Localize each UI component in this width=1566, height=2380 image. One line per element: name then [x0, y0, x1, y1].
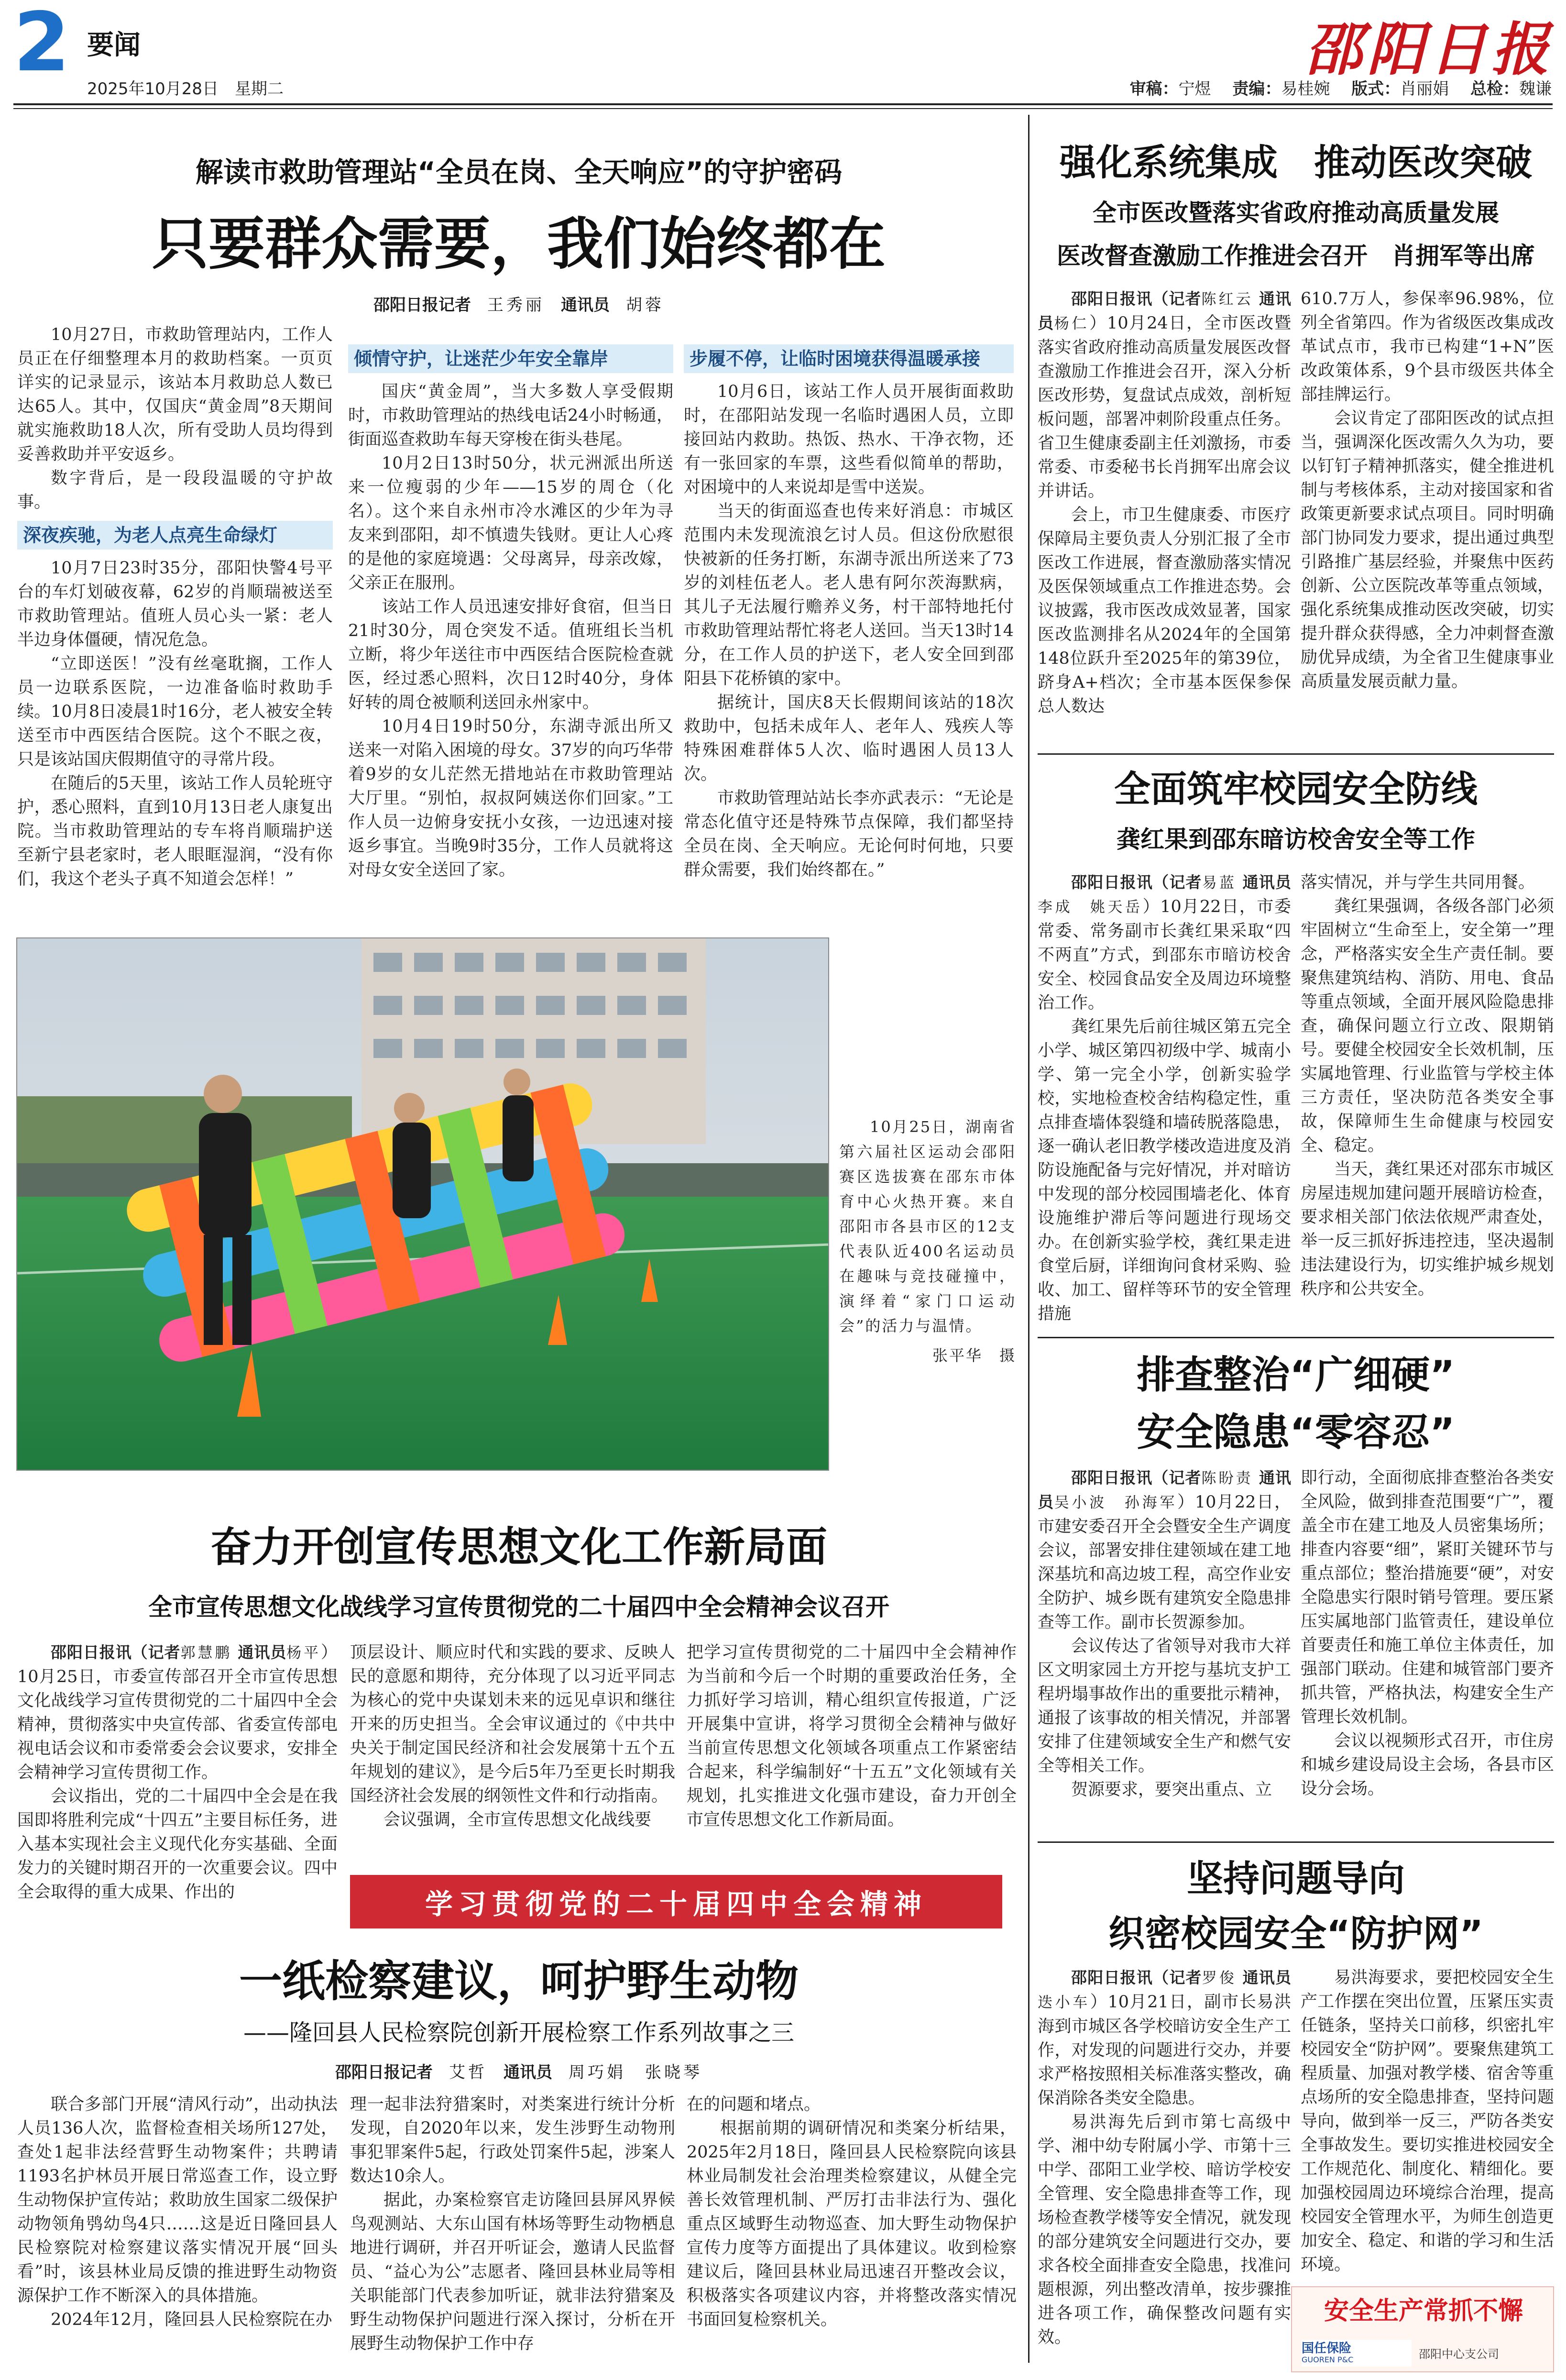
- b2-subtitle: 龚红果到邵东暗访校舍安全等工作: [1117, 826, 1475, 853]
- a2-theme-banner: [350, 1875, 1002, 1928]
- a1-column-1: [17, 323, 333, 902]
- paragraph: 理一起非法狩猎案时，对类案进行统计分析发现，自2020年以来，发生涉野生动物刑事犯罪案件5起，行政处罚案件5起，涉案人数达10余人。: [350, 2095, 675, 2186]
- paragraph: 会议强调，全市宣传思想文化战线要: [383, 1810, 652, 1829]
- ad-brand: 国任保险: [1302, 2341, 1352, 2356]
- a1-subhead-2: 倾情守护，让迷茫少年安全靠岸: [348, 344, 673, 373]
- a3-subtitle: ——隆回县人民检察院创新开展检察工作系列故事之三: [243, 2019, 794, 2046]
- a1-column-2: [348, 344, 673, 902]
- byline-label: 通讯员: [238, 1643, 287, 1662]
- byline-label: 通讯员: [1242, 873, 1291, 892]
- paragraph: 当天的街面巡查也传来好消息：市城区范围内未发现流浪乞讨人员。但这份欣慰很快被新的任务打断，东湖寺派出所送来了73岁的刘桂伍老人。老人患有阿尔茨海默病，其儿子无法履行赡养义务，村干部特地托付市救助管理站帮忙将老人送回。当天13时14分，在工作人员的护送下，老人安全回到邵阳县下花桥镇的家中。: [684, 502, 1014, 688]
- article-text: ）10月22日，市建安委召开全会暨安全生产调度会议，部署安排住建领域在建工地深基坑和高边坡工程，高空作业安全防护、城乡既有建筑安全隐患排查等工作。副市长贺源参加。: [1038, 1493, 1291, 1632]
- paragraph: 在随后的5天里，该站工作人员轮班守护，悉心照料，直到10月13日老人康复出院。当市救助管理站的专车将肖顺瑞护送至新宁县老家时，老人眼眶湿润，“没有你们，我这个老头子真不知道会怎样！”: [17, 774, 333, 889]
- paragraph: 会议传达了省领导对我市大祥区文明家园土方开挖与基坑支护工程坍塌事故作出的重要批示精神，通报了该事故的相关情况，并部署安排了住建领域安全生产和燃气安全等相关工作。: [1038, 1637, 1291, 1775]
- column-divider: [1028, 115, 1029, 2363]
- byline-name: 陈红云: [1201, 291, 1253, 308]
- editor-label: 责编：: [1232, 79, 1281, 99]
- byline-name: 杨仁: [1054, 315, 1090, 332]
- article-text: ）10月24日，全市医改暨落实省政府推动高质量发展医改督查激励工作推进会召开，深入分析医改形势，复盘试点成效，剖析短板问题，部署冲刺阶段重点任务。省卫生健康委副主任刘激扬，市委常委、市委秘书长肖拥军出席会议并讲话。: [1038, 314, 1291, 501]
- paragraph: “立即送医！”没有丝毫耽搁，工作人员一边联系医院，一边准备临时救助手续。10月8日凌晨1时16分，老人被安全转送至市中西医结合医院。这个不眠之夜，只是该站国庆假期值守的寻常片段。: [17, 654, 333, 769]
- b1-subtitle-2: 医改督查激励工作推进会召开 肖拥军等出席: [1057, 242, 1535, 270]
- a3-byline: [19, 2059, 1018, 2082]
- paragraph: 会议指出，党的二十届四中全会是在我国即将胜利完成“十四五”主要目标任务，进入基本实现社会主义现代化夯实基础、全面发力的关键时期召开的一次重要会议。四中全会取得的重大成果、作出的: [17, 1787, 338, 1902]
- a2-column-3: [687, 1641, 1017, 1870]
- paragraph: 该站工作人员迅速安排好食宿，但当日21时30分，周仓突发不适。值班组长当机立断，将少年送往市中西医结合医院检查就医，经过悉心照料，次日12时40分，身体好转的周仓被顺利送回永州家中。: [348, 597, 673, 712]
- news-photo: [16, 937, 829, 1471]
- b2-column-1: [1038, 870, 1291, 1325]
- paragraph: 根据前期的调研情况和类案分析结果，2025年2月18日，隆回县人民检察院向该县林业局制发社会治理类检察建议，从健全完善长效管理机制、严厉打击非法行为、强化重点区域野生动物巡查、加大野生动物保护宣传力度等方面提出了具体建议。收到检察建议后，隆回县林业局迅速召开整改会议，积极落实各项建议内容，并将整改落实情况书面回复检察机关。: [687, 2119, 1017, 2329]
- date-text: 2025年10月28日: [87, 79, 219, 99]
- b4-title-line-2: 织密校园安全“防护网”: [1108, 1912, 1483, 1955]
- paragraph: 10月4日19时50分，东湖寺派出所又送来一对陷入困境的母女。37岁的向巧华带着9岁的女儿茫然无措地站在市救助管理站大厅里。“别怕，叔叔阿姨送你们回家。”工作人员一边俯身安抚小女孩，一边迅速对接返乡事宜。当晚9时35分，工作人员就将这对母女安全送回了家。: [348, 717, 673, 880]
- byline-name: 吴小波 孙海军: [1054, 1494, 1178, 1511]
- byline-name: 易蓝: [1202, 874, 1237, 892]
- editor-name: 魏谦: [1519, 79, 1552, 99]
- paragraph: 落实情况，并与学生共同用餐。: [1301, 873, 1535, 892]
- a1-subhead-1: 深夜疾驰，为老人点亮生命绿灯: [17, 521, 333, 550]
- byline-name: 李成 姚天岳: [1038, 899, 1143, 916]
- b4-column-2: [1301, 1966, 1554, 2277]
- paragraph: 610.7万人，参保率96.98%，位列全省第四。作为省级医改集成改革试点市，我市已构建“1+N”医改政策体系，9个县市级医共体全部挂牌运行。: [1301, 289, 1554, 404]
- a2-column-2: [350, 1641, 675, 1870]
- editor-credits: [1130, 76, 1552, 99]
- section-rule: [1038, 1337, 1554, 1338]
- paragraph: 10月2日13时50分，状元洲派出所送来一位瘦弱的少年——15岁的周仓（化名）。这个来自永州市冷水滩区的少年为寻友来到邵阳，却不慎遗失钱财。更让人心疼的是他的家庭境遇：父母离异，母亲改嫁，父亲正在服刑。: [348, 454, 673, 593]
- a2-title: 奋力开创宣传思想文化工作新局面: [210, 1523, 827, 1571]
- byline-name: 迭小车: [1038, 1994, 1090, 2011]
- byline-label: 通讯员: [1242, 1968, 1291, 1987]
- paragraph: 据统计，国庆8天长假期间该站的18次救助中，包括未成年人、老年人、残疾人等特殊困难群体5人次、临时遇困人员13人次。: [684, 693, 1014, 784]
- b3-column-1: [1038, 1466, 1291, 1829]
- paragraph: 据此，办案检察官走访隆回县屏风界候鸟观测站、大东山国有林场等野生动物栖息地进行调研，并召开听证会，邀请人民监督员、“益心为公”志愿者、隆回县林业局等相关职能部门代表参加听证，就非法狩猎案及野生动物保护问题进行深入探讨，分析在开展野生动物保护工作中存: [350, 2191, 675, 2353]
- ad-slogan: 安全生产常抓不懈: [1324, 2297, 1523, 2325]
- paragraph: 即行动，全面彻底排查整治各类安全风险，做到排查范围要“广”，覆盖全市在建工地及人员密集场所；排查内容要“细”，紧盯关键环节与重点部位；整治措施要“硬”，对安全隐患实行限时销号管理。要压紧压实属地部门监管责任，建设单位首要责任和施工单位主体责任，加强部门联动。住建和城管部门要齐抓共管，严格执法，构建安全生产管理长效机制。: [1301, 1468, 1554, 1727]
- byline-label: 通讯员: [561, 296, 610, 315]
- b4-column-1: [1038, 1966, 1291, 2372]
- byline-label: 邵阳日报讯（记者: [51, 1643, 181, 1662]
- a1-subhead-3: 步履不停，让临时困境获得温暖承接: [684, 344, 1014, 373]
- b4-title-line-1: 坚持问题导向: [1187, 1857, 1405, 1900]
- editor-name: 宁煜: [1178, 79, 1211, 99]
- a3-column-3: [687, 2093, 1017, 2370]
- paragraph: 10月6日，该站工作人员开展街面救助时，在邵阳站发现一名临时遇困人员，立即接回站内救助。热饭、热水、干净衣物，还有一张回家的车票，这些看似简单的帮助，对困境中的人来说却是雪中送炭。: [684, 382, 1014, 497]
- editor-name: 易桂婉: [1281, 79, 1330, 99]
- paragraph: 市救助管理站站长李亦武表示：“无论是常态化值守还是特殊节点保障，我们都坚持全员在岗、全天响应。无论何时何地，只要群众需要，我们始终都在。”: [684, 789, 1014, 880]
- paragraph: 把学习宣传贯彻党的二十届四中全会精神作为当前和今后一个时期的重要政治任务，全力抓好学习培训，精心组织宣传报道，广泛开展集中宣讲，将学习贯彻全会精神与做好当前宣传思想文化领域各项重点工作紧密结合起来，科学编制好“十五五”文化领域有关规划，扎实推进文化强市建设，奋力开创全市宣传思想文化工作新局面。: [687, 1643, 1017, 1829]
- page-number: 2: [13, 0, 70, 90]
- byline-label: 邵阳日报讯（记者: [1071, 289, 1202, 308]
- paper-name: 邵阳日报: [1305, 17, 1554, 83]
- a2-column-1: [17, 1641, 338, 1908]
- byline-label: 邵阳日报讯（记者: [1071, 1468, 1202, 1487]
- byline-label: 通讯员: [504, 2063, 552, 2082]
- byline-name: 胡蓉: [626, 296, 664, 315]
- paragraph: 2024年12月，隆回县人民检察院在办: [51, 2310, 332, 2329]
- editor-label: 版式：: [1351, 79, 1401, 99]
- paragraph: 会议肯定了邵阳医改的试点担当，强调深化医改需久久为功，要以钉钉子精神抓落实，健全推进机制与考核体系，主动对接国家和省政策更新要求试点项目。同时明确部门协同发力要求，提出通过典型引路推广基层经验，并聚焦中医药创新、公立医院改革等重点领域，强化系统集成推动医改突破，切实提升群众获得感，全力冲刺督查激励优异成绩，为全省卫生健康事业高质量发展贡献力量。: [1301, 409, 1554, 691]
- article-text: ）10月21日，副市长易洪海到市城区各学校暗访安全生产工作，对发现的问题进行交办，并要求严格按照相关标准落实整改，确保消除各类安全隐患。: [1038, 1993, 1291, 2108]
- paragraph: 10月27日，市救助管理站内，工作人员正在仔细整理本月的救助档案。一页页详实的记录显示，该站本月救助总人数已达65人。其中，仅国庆“黄金周”8天期间就实施救助18人次，所有受助人员均得到妥善救助并平安返乡。: [17, 325, 333, 464]
- paragraph: 当天，龚红果还对邵东市城区房屋违规加建问题开展暗访检查，要求相关部门依法依规严肃查处，举一反三抓好拆违控违，坚决遏制违法建设行为，切实维护城乡规划秩序和公共安全。: [1301, 1160, 1554, 1299]
- caption-text: 10月25日，湖南省第六届社区运动会邵阳赛区选拔赛在邵东市体育中心火热开赛。来自邵阳市各县市区的12支代表队近400名运动员在趣味与竞技碰撞中，演绎着“家门口运动会”的活力与温情。: [839, 1118, 1016, 1335]
- byline-name: 周巧娟 张晓琴: [569, 2063, 702, 2082]
- a1-column-3: [684, 344, 1014, 902]
- paragraph: 贺源要求，要突出重点、立: [1071, 1780, 1272, 1799]
- byline-label: 通讯员: [1038, 289, 1291, 332]
- paragraph: 会上，市卫生健康委、市医疗保障局主要负责人分别汇报了全市医改工作进展，督查激励落实情况及医保领域重点工作推进态势。会议披露，我市医改成效显著，国家医改监测排名从2024年的全国第148位跃升至2025年的第39位，跻身A+档次；全市基本医保参保总人数达: [1038, 506, 1291, 716]
- paragraph: 在的问题和堵点。: [687, 2095, 821, 2114]
- a2-subtitle: 全市宣传思想文化战线学习宣传贯彻党的二十届四中全会精神会议召开: [148, 1593, 889, 1621]
- article-text: ）10月22日，市委常委、常务副市长龚红果采取“四不两直”方式，到邵东市暗访校舍安全、校园食品安全及周边环境整治工作。: [1038, 897, 1291, 1013]
- a3-title: 一纸检察建议，呵护野生动物: [239, 1956, 799, 2006]
- masthead-rule-thin: [13, 108, 1553, 109]
- photo-credit: 张平华 摄: [932, 1346, 1016, 1365]
- byline-name: 杨平: [286, 1644, 321, 1662]
- safety-ad: [1291, 2286, 1554, 2372]
- byline-label: 邵阳日报讯（记者: [1071, 873, 1202, 892]
- b3-column-2: [1301, 1466, 1554, 1829]
- b1-title: 强化系统集成 推动医改突破: [1060, 141, 1532, 184]
- paragraph: 会议以视频形式召开，市住房和城乡建设局设主会场，各县市区设分会场。: [1301, 1731, 1554, 1798]
- paragraph: 易洪海要求，要把校园安全生产工作摆在突出位置，压紧压实责任链条，坚持关口前移，织密扎牢校园安全“防护网”。要聚焦建筑工程质量、加强对教学楼、宿舍等重点场所的安全隐患排查，坚持问题导向，做到举一反三，严防各类安全事故发生。要切实推进校园安全工作规范化、制度化、精细化。要加强校园周边环境综合治理，提高校园安全管理水平，为师生创造更加安全、稳定、和谐的学习和生活环境。: [1301, 1968, 1554, 2274]
- section-rule: [1038, 1841, 1554, 1843]
- paragraph: 数字背后，是一段段温暖的守护故事。: [17, 469, 333, 512]
- photo-illustration: [17, 938, 829, 1471]
- ad-logo: [1302, 2340, 1412, 2367]
- paragraph: 龚红果强调，各级各部门必须牢固树立“生命至上，安全第一”理念，严格落实安全生产责任制。要聚焦建筑结构、消防、用电、食品等重点领域，全面开展风险隐患排查，确保问题立行立改、限期销号。要健全校园安全长效机制，压实属地管理、行业监管与学校主体三方责任，坚决防范各类安全事故，保障师生生命健康与校园安全、稳定。: [1301, 897, 1554, 1155]
- photo-caption: [839, 1114, 1016, 1468]
- ad-branch: 邵阳中心支公司: [1419, 2347, 1499, 2361]
- weekday-text: 星期二: [235, 79, 284, 99]
- section-rule: [1038, 753, 1554, 755]
- b1-subtitle-1: 全市医改暨落实省政府推动高质量发展: [1093, 199, 1499, 227]
- paragraph: 联合多部门开展“清风行动”，出动执法人员136人次，监督检查相关场所127处，查处1起非法经营野生动物案件；共聘请1193名护林员开展日常巡查工作，设立野生动物保护宣传站；救助放生国家二级保护动物领角鸮幼鸟4只……这是近日隆回县人民检察院对检察建议落实情况开展“回头看”时，该县林业局反馈的推进野生动物资源保护工作不断深入的具体措施。: [17, 2095, 338, 2305]
- byline-name: 郭慧鹏: [180, 1644, 232, 1662]
- b1-column-1: [1038, 287, 1291, 741]
- section-name: 要闻: [87, 30, 141, 61]
- a3-column-2: [350, 2093, 675, 2370]
- banner-text: 学习贯彻党的二十届四中全会精神: [425, 1888, 927, 1920]
- b3-title-line-1: 排查整治“广细硬”: [1137, 1353, 1455, 1397]
- byline-label: 邵阳日报记者: [335, 2063, 433, 2082]
- byline-label: 邵阳日报讯（记者: [1071, 1968, 1202, 1987]
- paragraph: 10月7日23时35分，邵阳快警4号平台的车灯划破夜幕，62岁的肖顺瑞被送至市救助管理站。值班人员心头一紧：老人半边身体僵硬，情况危急。: [17, 559, 333, 650]
- b3-title-line-2: 安全隐患“零容忍”: [1137, 1410, 1455, 1454]
- byline-label: 通讯员: [1038, 1468, 1291, 1511]
- editor-name: 肖丽娟: [1400, 79, 1449, 99]
- b1-column-2: [1301, 287, 1554, 741]
- b2-title: 全面筑牢校园安全防线: [1114, 768, 1478, 810]
- byline-label: 邵阳日报记者: [373, 296, 471, 315]
- ad-brand-en: GUOREN P&C: [1302, 2355, 1354, 2364]
- a1-kicker: 解读市救助管理站“全员在岗、全天响应”的守护密码: [195, 156, 843, 188]
- byline-name: 罗俊: [1202, 1970, 1237, 1987]
- b2-column-2: [1301, 870, 1554, 1325]
- a1-byline: [19, 292, 1018, 315]
- paragraph: 国庆“黄金周”，当大多数人享受假期时，市救助管理站的热线电话24小时畅通，街面巡查救助车每天穿梭在街头巷尾。: [348, 382, 673, 449]
- byline-name: 陈盼责: [1201, 1470, 1253, 1487]
- paragraph: 龚红果先后前往城区第五完全小学、城区第四初级中学、城南小学、第一完全小学，创新实验学校，实地检查校舍结构稳定性，重点排查墙体裂缝和墙砖脱落隐患，逐一确认老旧教学楼改造进度及消防设施配备与完好情况，并对暗访中发现的部分校园围墙老化、体育设施维护滞后等问题进行现场交办。在创新实验学校，龚红果走进食堂后厨，详细询问食材采购、验收、加工、留样等环节的安全管理措施: [1038, 1017, 1291, 1323]
- a3-column-1: [17, 2093, 338, 2370]
- paragraph: 顶层设计、顺应时代和实践的要求、反映人民的意愿和期待，充分体现了以习近平同志为核心的党中央谋划未来的远见卓识和继往开来的历史担当。全会审议通过的《中共中央关于制定国民经济和社会发展第十五个五年规划的建议》，是今后5年乃至更长时期我国经济社会发展的纲领性文件和行动指南。: [350, 1643, 675, 1806]
- masthead-rule: [13, 103, 1553, 105]
- article-text: ）10月25日，市委宣传部召开全市宣传思想文化战线学习宣传贯彻党的二十届四中全会精神，贯彻落实中央宣传部、省委宣传部电视电话会议和市委常委会会议要求，安排全会精神学习宣传贯彻工作。: [17, 1643, 338, 1782]
- byline-name: 艾哲: [449, 2063, 487, 2082]
- byline-name: 王秀丽: [487, 296, 545, 315]
- editor-label: 审稿：: [1129, 79, 1179, 99]
- paragraph: 易洪海先后到市第七高级中学、湘中幼专附属小学、市第十三中学、邵阳工业学校、暗访学校安全管理、安全隐患排查等工作，现场检查教学楼等安全情况，就发现的部分建筑安全问题进行交办，要求各校全面排查安全隐患，找准问题根源，列出整改清单，按步骤推进各项工作，确保整改问题有实效。: [1038, 2113, 1291, 2347]
- editor-label: 总检：: [1470, 79, 1519, 99]
- a1-title: 只要群众需要，我们始终都在: [152, 211, 886, 277]
- edition-date: [87, 76, 284, 99]
